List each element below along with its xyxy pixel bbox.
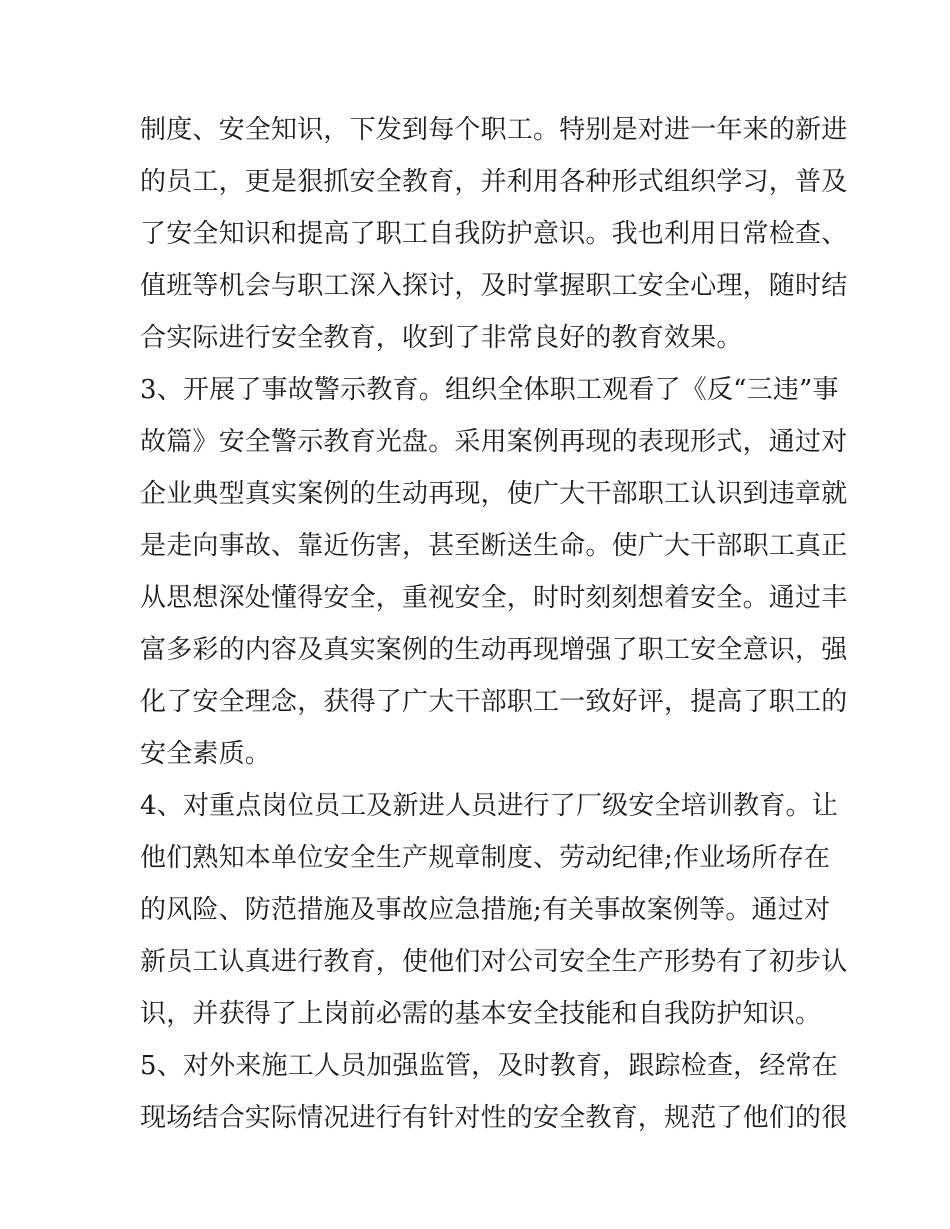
text-line: 合实际进行安全教育，收到了非常良好的教育效果。 bbox=[140, 323, 743, 353]
text-line: 4、对重点岗位员工及新进人员进行了厂级安全培训教育。让 bbox=[140, 791, 838, 821]
text-line: 的员工，更是狠抓安全教育，并利用各种形式组织学习，普及 bbox=[140, 167, 848, 197]
text-line: 新员工认真进行教育，使他们对公司安全生产形势有了初步认 bbox=[140, 947, 848, 977]
text-line: 从思想深处懂得安全，重视安全，时时刻刻想着安全。通过丰 bbox=[140, 583, 848, 613]
text-line: 是走向事故、靠近伤害，甚至断送生命。使广大干部职工真正 bbox=[140, 531, 848, 561]
text-line: 5、对外来施工人员加强监管，及时教育，跟踪检查，经常在 bbox=[140, 1051, 838, 1081]
text-line: 化了安全理念，获得了广大干部职工一致好评，提高了职工的 bbox=[140, 687, 848, 717]
text-line: 故篇》安全警示教育光盘。采用案例再现的表现形式，通过对 bbox=[140, 427, 848, 457]
text-line: 3、开展了事故警示教育。组织全体职工观看了《反“三违”事 bbox=[140, 375, 839, 405]
text-line: 了安全知识和提高了职工自我防护意识。我也利用日常检查、 bbox=[140, 219, 848, 249]
text-line: 的风险、防范措施及事故应急措施;有关事故案例等。通过对 bbox=[140, 895, 831, 925]
text-line: 安全素质。 bbox=[140, 739, 272, 769]
text-line: 识，并获得了上岗前必需的基本安全技能和自我防护知识。 bbox=[140, 999, 822, 1029]
text-line: 他们熟知本单位安全生产规章制度、劳动纪律;作业场所存在 bbox=[140, 843, 831, 873]
text-line: 制度、安全知识，下发到每个职工。特别是对进一年来的新进 bbox=[140, 115, 848, 145]
text-line: 值班等机会与职工深入探讨，及时掌握职工安全心理，随时结 bbox=[140, 271, 848, 301]
text-line: 富多彩的内容及真实案例的生动再现增强了职工安全意识，强 bbox=[140, 635, 848, 665]
document-body bbox=[140, 104, 848, 1144]
text-line: 企业典型真实案例的生动再现，使广大干部职工认识到违章就 bbox=[140, 479, 848, 509]
text-line: 现场结合实际情况进行有针对性的安全教育，规范了他们的很 bbox=[140, 1103, 848, 1133]
